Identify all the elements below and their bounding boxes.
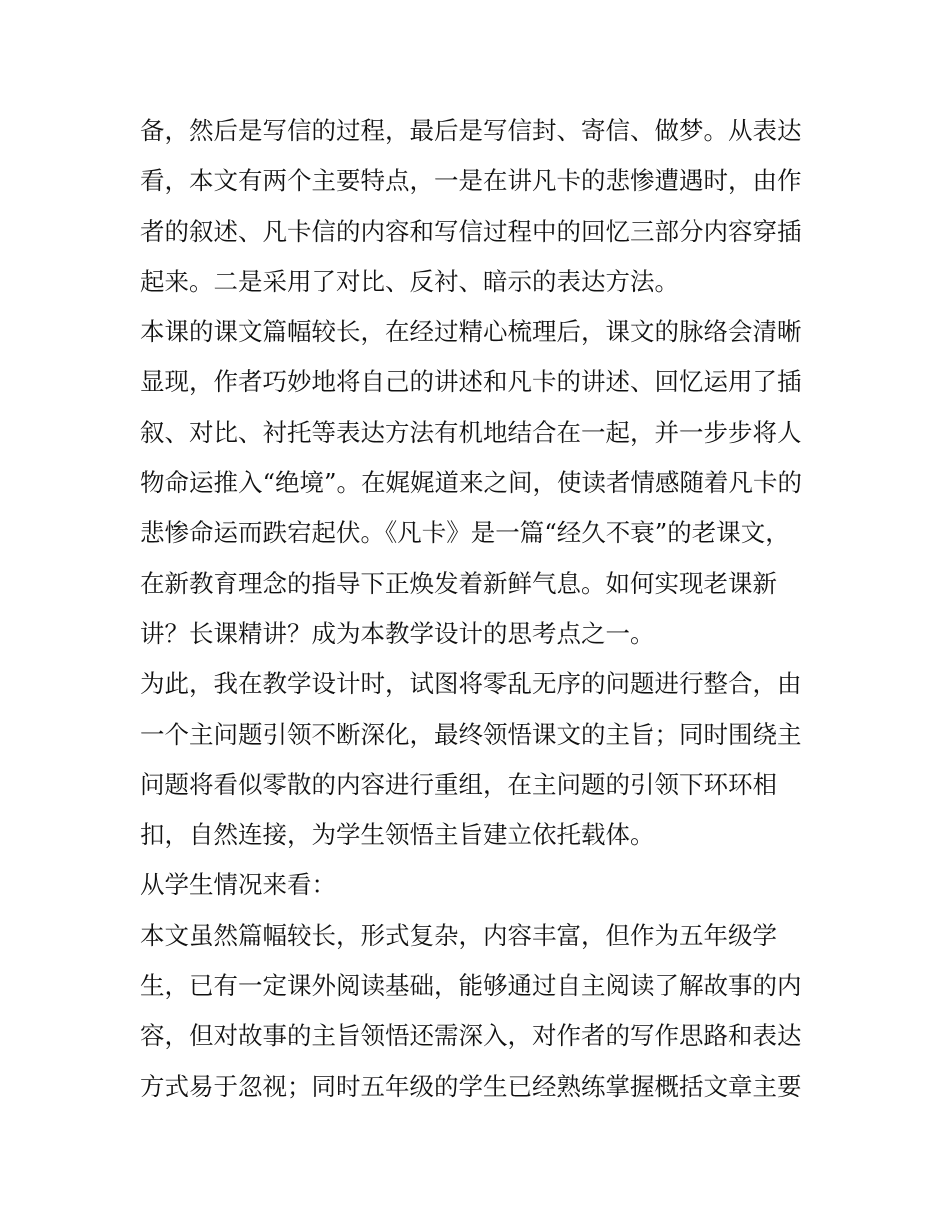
text-line: 方式易于忽视；同时五年级的学生已经熟练掌握概括文章主要 bbox=[140, 1071, 802, 1101]
text-line: 悲惨命运而跌宕起伏。《凡卡》是一篇“经久不衰”的老课文， bbox=[140, 518, 790, 548]
text-line: 起来。二是采用了对比、反衬、暗示的表达方法。 bbox=[140, 266, 679, 296]
text-line: 在新教育理念的指导下正焕发着新鲜气息。如何实现老课新 bbox=[140, 568, 777, 598]
text-line: 本文虽然篇幅较长，形式复杂，内容丰富，但作为五年级学 bbox=[140, 920, 777, 950]
text-line: 一个主问题引领不断深化，最终领悟课文的主旨；同时围绕主 bbox=[140, 719, 802, 749]
body-text bbox=[140, 106, 840, 1112]
text-line: 物命运推入“绝境”。在娓娓道来之间，使读者情感随着凡卡的 bbox=[140, 468, 803, 498]
text-line: 讲？长课精讲？成为本教学设计的思考点之一。 bbox=[140, 618, 655, 648]
text-line: 本课的课文篇幅较长，在经过精心梳理后，课文的脉络会清晰 bbox=[140, 317, 802, 347]
text-line: 叙、对比、衬托等表达方法有机地结合在一起，并一步步将人 bbox=[140, 417, 802, 447]
text-line: 看，本文有两个主要特点，一是在讲凡卡的悲惨遭遇时，由作 bbox=[140, 166, 802, 196]
text-line: 生，已有一定课外阅读基础，能够通过自主阅读了解故事的内 bbox=[140, 971, 802, 1001]
text-line: 扣，自然连接，为学生领悟主旨建立依托载体。 bbox=[140, 820, 655, 850]
text-line: 备，然后是写信的过程，最后是写信封、寄信、做梦。从表达 bbox=[140, 116, 802, 145]
text-line: 显现，作者巧妙地将自己的讲述和凡卡的讲述、回忆运用了插 bbox=[140, 367, 802, 397]
text-line: 者的叙述、凡卡信的内容和写信过程中的回忆三部分内容穿插 bbox=[140, 216, 802, 246]
text-line: 容，但对故事的主旨领悟还需深入，对作者的写作思路和表达 bbox=[140, 1021, 802, 1051]
text-line: 从学生情况来看： bbox=[140, 870, 336, 900]
text-line: 问题将看似零散的内容进行重组，在主问题的引领下环环相 bbox=[140, 769, 777, 799]
text-line: 为此，我在教学设计时，试图将零乱无序的问题进行整合，由 bbox=[140, 669, 802, 699]
